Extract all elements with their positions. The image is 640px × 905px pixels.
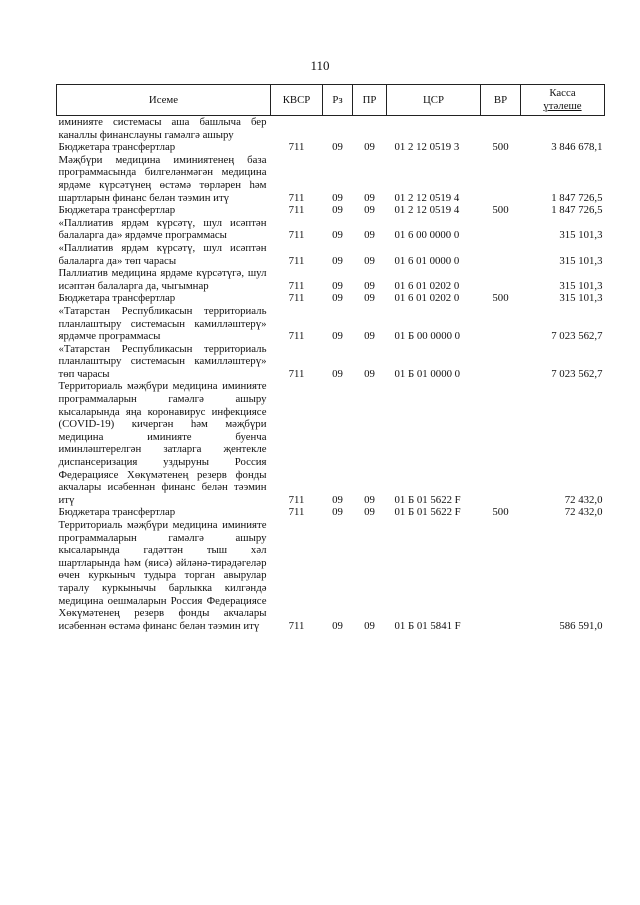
cell-pr: 09 xyxy=(364,619,375,632)
cell-vr xyxy=(481,154,521,204)
header-vr: ВР xyxy=(481,85,521,116)
cell-cash: 3 846 678,1 xyxy=(551,141,603,154)
cell-kvsr: 711 xyxy=(288,330,305,343)
table-row xyxy=(57,154,605,204)
cell-rz: 09 xyxy=(332,254,343,267)
table-row xyxy=(57,242,605,267)
table-header-row xyxy=(57,85,605,116)
header-rz: Рз xyxy=(323,85,353,116)
cell-kvsr: 711 xyxy=(288,619,305,632)
cell-pr: 09 xyxy=(364,330,375,343)
cell-csr: 01 2 12 0519 3 xyxy=(394,141,460,154)
cell-csr: 01 6 01 0202 0 xyxy=(394,292,460,305)
cell-pr: 09 xyxy=(364,229,375,242)
cell-csr xyxy=(387,116,481,142)
cell-name: Паллиатив медицина ярдәме күрсәтүгә, шул исәптән балаларга да, чыгымнар xyxy=(58,267,267,292)
budget-table xyxy=(56,84,605,632)
cell-rz: 09 xyxy=(332,506,343,519)
table-row xyxy=(57,204,605,217)
cell-kvsr: 711 xyxy=(288,204,305,217)
table-row xyxy=(57,519,605,632)
cell-vr xyxy=(481,305,521,343)
cell-cash: 72 432,0 xyxy=(564,506,603,519)
cell-pr: 09 xyxy=(364,367,375,380)
cell-kvsr: 711 xyxy=(288,254,305,267)
cell-pr: 09 xyxy=(364,506,375,519)
cell-pr: 09 xyxy=(364,279,375,292)
cell-name: Мәҗбүри медицина иминиятенең база программасында билгеләнмәгән медицина ярдәме күрсәтүнең өстәмә төрләрен һәм шартларын финанс белән тәэмин итү xyxy=(58,153,267,204)
cell-csr: 01 6 01 0202 0 xyxy=(394,279,460,292)
cell-name: «Татарстан Республикасын территориаль планлаштыру системасын камилләштерү» төп чарасы xyxy=(58,342,267,380)
cell-rz: 09 xyxy=(332,279,343,292)
cell-vr xyxy=(481,242,521,267)
cell-cash: 315 101,3 xyxy=(559,254,603,267)
cell-cash: 1 847 726,5 xyxy=(551,191,603,204)
table-row xyxy=(57,217,605,242)
cell-pr xyxy=(353,116,387,142)
table-row xyxy=(57,506,605,519)
table-row xyxy=(57,343,605,381)
header-cash xyxy=(521,85,605,116)
cell-name: «Паллиатив ярдәм күрсәтү, шул исәптән балаларга да» ярдәмче программасы xyxy=(58,216,267,242)
cell-csr: 01 Б 01 5622 F xyxy=(394,506,461,519)
cell-kvsr: 711 xyxy=(288,279,305,292)
cell-name: Территориаль мәҗбүри медицина иминияте программаларын гамәлгә ашыру кысаларында яңа коронавирус инфекциясе (COVID-19) кичергән һәм мәҗбүри медицина иминияте буенча иминләштерелгән затларга җентекле диспансеризация уздыруны Россия Федерациясе Хөкүмәтенең резерв фонды акчалары исәбеннән финанс белән тәэмин итү xyxy=(58,380,267,506)
cell-cash: 315 101,3 xyxy=(559,292,603,305)
cell-vr xyxy=(481,217,521,242)
cell-vr: 500 xyxy=(492,141,509,154)
table-row xyxy=(57,292,605,305)
cell-csr: 01 Б 01 5622 F xyxy=(394,493,461,506)
cell-pr: 09 xyxy=(364,191,375,204)
cell-name: «Паллиатив ярдәм күрсәтү, шул исәптән балаларга да» төп чарасы xyxy=(58,241,267,267)
cell-kvsr: 711 xyxy=(288,493,305,506)
cell-kvsr: 711 xyxy=(288,229,305,242)
cell-vr xyxy=(481,519,521,632)
cell-rz: 09 xyxy=(332,619,343,632)
header-name: Исеме xyxy=(57,85,271,116)
cell-csr: 01 Б 01 0000 0 xyxy=(394,367,461,380)
cell-rz: 09 xyxy=(332,330,343,343)
table-row xyxy=(57,305,605,343)
cell-kvsr: 711 xyxy=(288,292,305,305)
cell-name: Бюджетара трансфертлар xyxy=(58,141,176,154)
table-row xyxy=(57,267,605,292)
cell-kvsr: 711 xyxy=(288,141,305,154)
cell-cash: 586 591,0 xyxy=(559,619,603,632)
cell-csr: 01 Б 01 5841 F xyxy=(394,619,461,632)
cell-csr: 01 Б 00 0000 0 xyxy=(394,330,461,343)
cell-vr xyxy=(481,343,521,381)
cell-name: Бюджетара трансфертлар xyxy=(58,506,176,519)
header-cash-line1: Касса xyxy=(549,87,576,100)
cell-rz: 09 xyxy=(332,141,343,154)
cell-name: Территориаль мәҗбүри медицина иминияте программаларын гамәлгә ашыру кысаларында гадәттән тыш хәл шартларында һәм (яисә) әйләнә-тирәдәгеләр өчен куркыныч тудыра торган авырулар таралу куркынычы барлыкка килгәндә медицина оешмаларын Россия Федерациясе Хөкүмәтенең резерв фонды акчалары исәбеннән өстәмә финанс белән тәэмин итү xyxy=(58,519,267,632)
cell-cash: 315 101,3 xyxy=(559,229,603,242)
cell-pr: 09 xyxy=(364,141,375,154)
cell-cash xyxy=(521,116,605,142)
cell-csr: 01 6 01 0000 0 xyxy=(394,254,460,267)
cell-name: «Татарстан Республикасын территориаль планлаштыру системасын камилләштерү» ярдәмче программасы xyxy=(58,304,267,343)
cell-name: Бюджетара трансфертлар xyxy=(58,204,176,217)
table-row xyxy=(57,116,605,142)
cell-pr: 09 xyxy=(364,292,375,305)
table-row xyxy=(57,141,605,154)
cell-vr xyxy=(481,380,521,506)
cell-cash: 315 101,3 xyxy=(559,279,603,292)
cell-rz: 09 xyxy=(332,292,343,305)
cell-cash: 7 023 562,7 xyxy=(551,330,603,343)
cell-kvsr: 711 xyxy=(288,506,305,519)
cell-rz: 09 xyxy=(332,493,343,506)
cell-name: Бюджетара трансфертлар xyxy=(58,292,176,305)
header-pr: ПР xyxy=(353,85,387,116)
cell-csr: 01 2 12 0519 4 xyxy=(394,191,460,204)
cell-kvsr: 711 xyxy=(288,367,305,380)
cell-name: иминияте системасы аша башлыча бер каналлы финанслауны гамәлгә ашыру xyxy=(58,116,267,141)
cell-csr: 01 6 00 0000 0 xyxy=(394,229,460,242)
cell-cash: 7 023 562,7 xyxy=(551,367,603,380)
cell-rz: 09 xyxy=(332,367,343,380)
cell-csr: 01 2 12 0519 4 xyxy=(394,204,460,217)
cell-rz xyxy=(323,116,353,142)
cell-pr: 09 xyxy=(364,204,375,217)
header-csr: ЦСР xyxy=(387,85,481,116)
cell-vr xyxy=(481,116,521,142)
cell-kvsr: 711 xyxy=(288,191,305,204)
cell-rz: 09 xyxy=(332,229,343,242)
cell-cash: 1 847 726,5 xyxy=(551,204,603,217)
cell-vr: 500 xyxy=(492,506,509,519)
cell-rz: 09 xyxy=(332,191,343,204)
cell-pr: 09 xyxy=(364,493,375,506)
header-cash-line2: үтәлеше xyxy=(543,100,582,112)
cell-pr: 09 xyxy=(364,254,375,267)
cell-vr: 500 xyxy=(492,292,509,305)
cell-rz: 09 xyxy=(332,204,343,217)
cell-vr: 500 xyxy=(492,204,509,217)
cell-vr xyxy=(481,267,521,292)
header-kvsr: КВСР xyxy=(271,85,323,116)
cell-cash: 72 432,0 xyxy=(564,493,603,506)
page-number: 110 xyxy=(310,58,330,73)
table-row xyxy=(57,380,605,506)
table-body xyxy=(57,116,605,633)
cell-kvsr xyxy=(271,116,323,142)
